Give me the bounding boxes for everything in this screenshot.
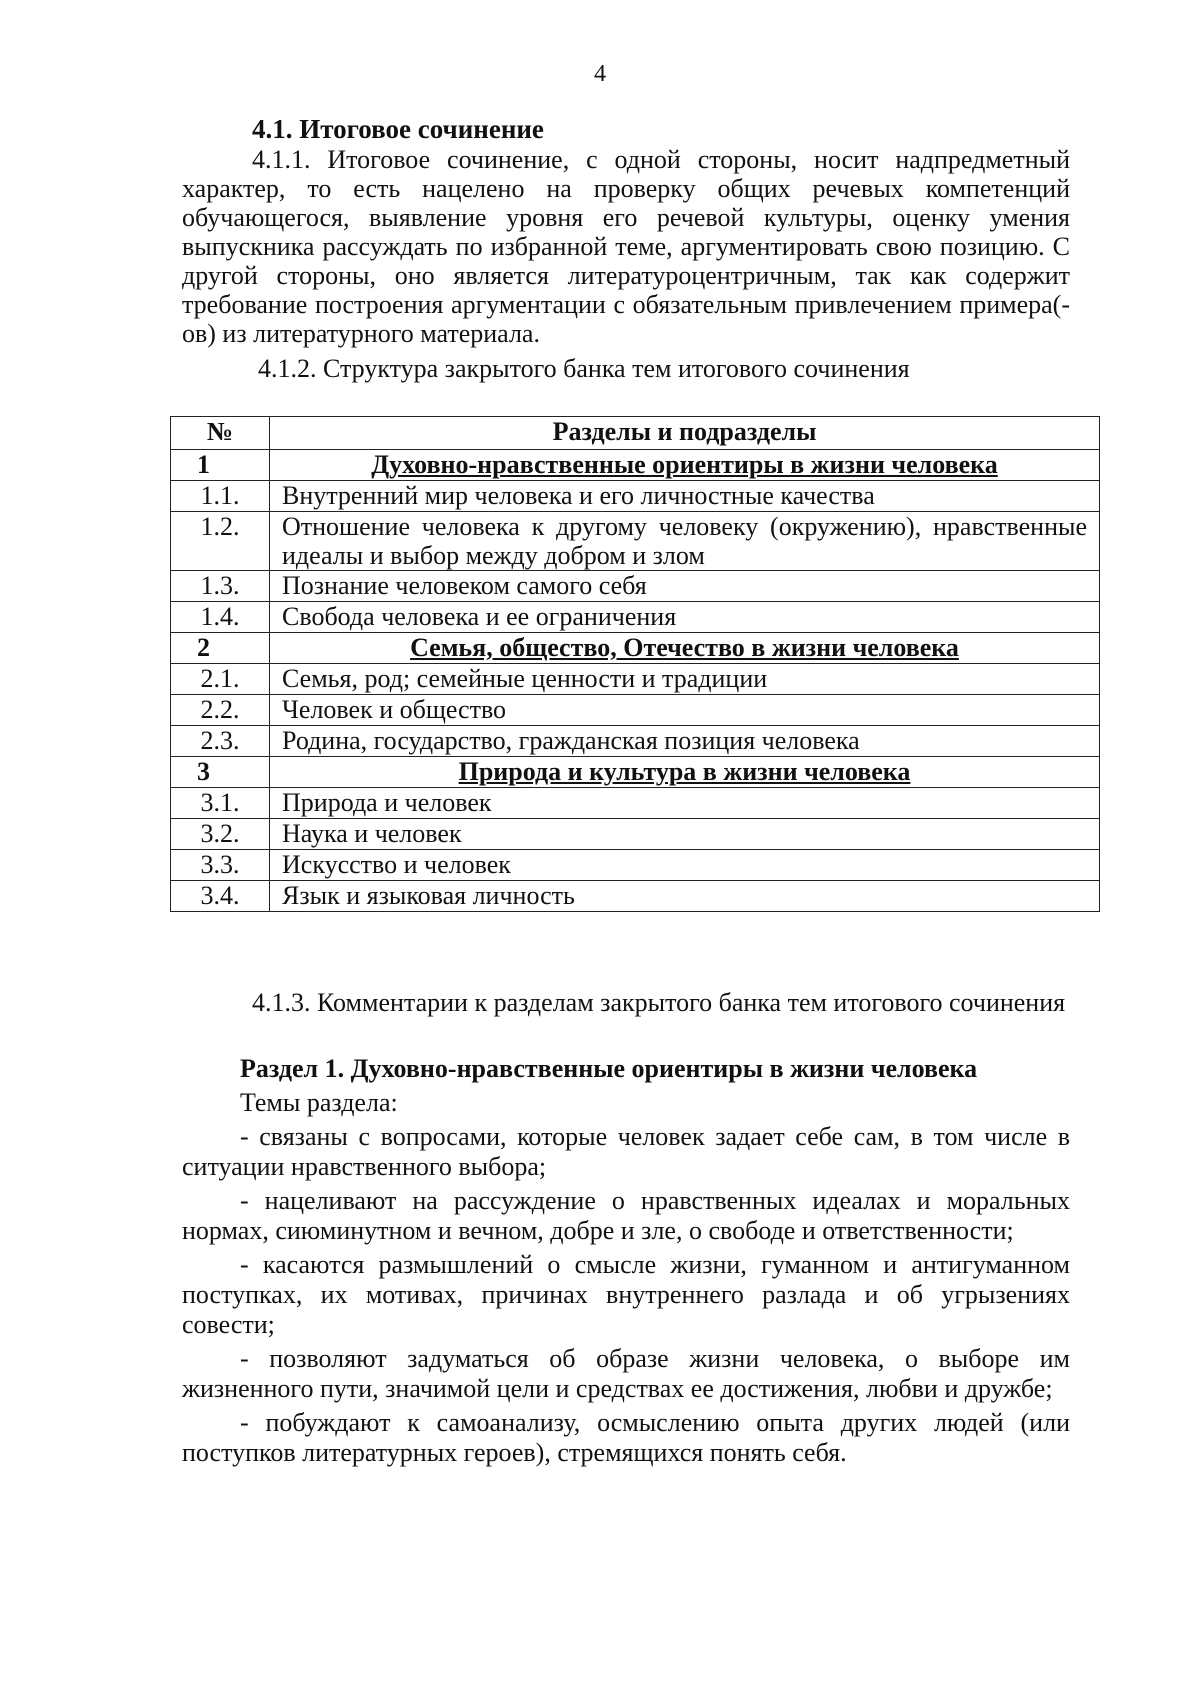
table-row (171, 664, 1100, 695)
list-item: - побуждают к самоанализу, осмыслению опыта других людей (или поступков литературных героев), стремящихся понять себя. (182, 1408, 1070, 1467)
item-title: Родина, государство, гражданская позиция человека (270, 726, 1100, 757)
table-row (171, 602, 1100, 633)
table-section-row (171, 757, 1100, 788)
item-title: Отношение человека к другому человеку (окружению), нравственные идеалы и выбор между добром и злом (270, 512, 1100, 571)
item-num: 3.3. (171, 850, 270, 881)
table-row (171, 695, 1100, 726)
table-row (171, 819, 1100, 850)
table-row (171, 881, 1100, 912)
item-num: 2.2. (171, 695, 270, 726)
comments-paragraph: 4.1.3. Комментарии к разделам закрытого банка тем итогового сочинения (252, 988, 1066, 1017)
section-num: 1 (171, 450, 270, 481)
table-header-row (171, 417, 1100, 450)
table-row (171, 571, 1100, 602)
section1-heading: Раздел 1. Духовно-нравственные ориентиры в жизни человека (240, 1054, 978, 1083)
item-num: 3.1. (171, 788, 270, 819)
topics-table (170, 416, 1100, 912)
section-num: 2 (171, 633, 270, 664)
table-caption: 4.1.2. Структура закрытого банка тем итогового сочинения (258, 354, 910, 383)
header-num: № (171, 417, 270, 450)
table-row (171, 481, 1100, 512)
table-row (171, 512, 1100, 571)
page-number: 4 (594, 61, 606, 87)
item-title: Природа и человек (270, 788, 1100, 819)
themes-list (182, 1122, 1070, 1472)
item-num: 2.3. (171, 726, 270, 757)
item-num: 3.2. (171, 819, 270, 850)
list-item: - касаются размышлений о смысле жизни, гуманном и антигуманном поступках, их мотивах, причинах внутреннего разлада и об угрызениях совести; (182, 1250, 1070, 1339)
item-num: 1.2. (171, 512, 270, 571)
intro-paragraph: 4.1.1. Итоговое сочинение, с одной стороны, носит надпредметный характер, то есть нацелено на проверку общих речевых компетенций обучающегося, выявление уровня его речевой культуры, оценку умения выпускника рассуждать по избранной теме, аргументировать свою позицию. С другой стороны, оно является литературоцентричным, так как содержит требование построения аргументации с обязательным привлечением примера(-ов) из литературного материала. (182, 145, 1070, 348)
item-title: Человек и общество (270, 695, 1100, 726)
section-title: Духовно-нравственные ориентиры в жизни человека (270, 450, 1100, 481)
header-title: Разделы и подразделы (270, 417, 1100, 450)
item-num: 1.4. (171, 602, 270, 633)
table-row (171, 788, 1100, 819)
item-num: 1.1. (171, 481, 270, 512)
item-num: 2.1. (171, 664, 270, 695)
table-row (171, 726, 1100, 757)
item-title: Познание человеком самого себя (270, 571, 1100, 602)
item-title: Свобода человека и ее ограничения (270, 602, 1100, 633)
item-title: Наука и человек (270, 819, 1100, 850)
table-row (171, 850, 1100, 881)
section-title: Природа и культура в жизни человека (270, 757, 1100, 788)
table-section-row (171, 450, 1100, 481)
section-heading: 4.1. Итоговое сочинение (252, 114, 544, 144)
table-section-row (171, 633, 1100, 664)
item-title: Внутренний мир человека и его личностные качества (270, 481, 1100, 512)
themes-label: Темы раздела: (240, 1088, 398, 1117)
list-item: - нацеливают на рассуждение о нравственных идеалах и моральных нормах, сиюминутном и вечном, добре и зле, о свободе и ответственности; (182, 1186, 1070, 1245)
item-num: 1.3. (171, 571, 270, 602)
section-num: 3 (171, 757, 270, 788)
item-title: Язык и языковая личность (270, 881, 1100, 912)
list-item: - связаны с вопросами, которые человек задает себе сам, в том числе в ситуации нравственного выбора; (182, 1122, 1070, 1181)
item-title: Семья, род; семейные ценности и традиции (270, 664, 1100, 695)
item-title: Искусство и человек (270, 850, 1100, 881)
list-item: - позволяют задуматься об образе жизни человека, о выборе им жизненного пути, значимой цели и средствах ее достижения, любви и дружбе; (182, 1344, 1070, 1403)
item-num: 3.4. (171, 881, 270, 912)
section-title: Семья, общество, Отечество в жизни человека (270, 633, 1100, 664)
